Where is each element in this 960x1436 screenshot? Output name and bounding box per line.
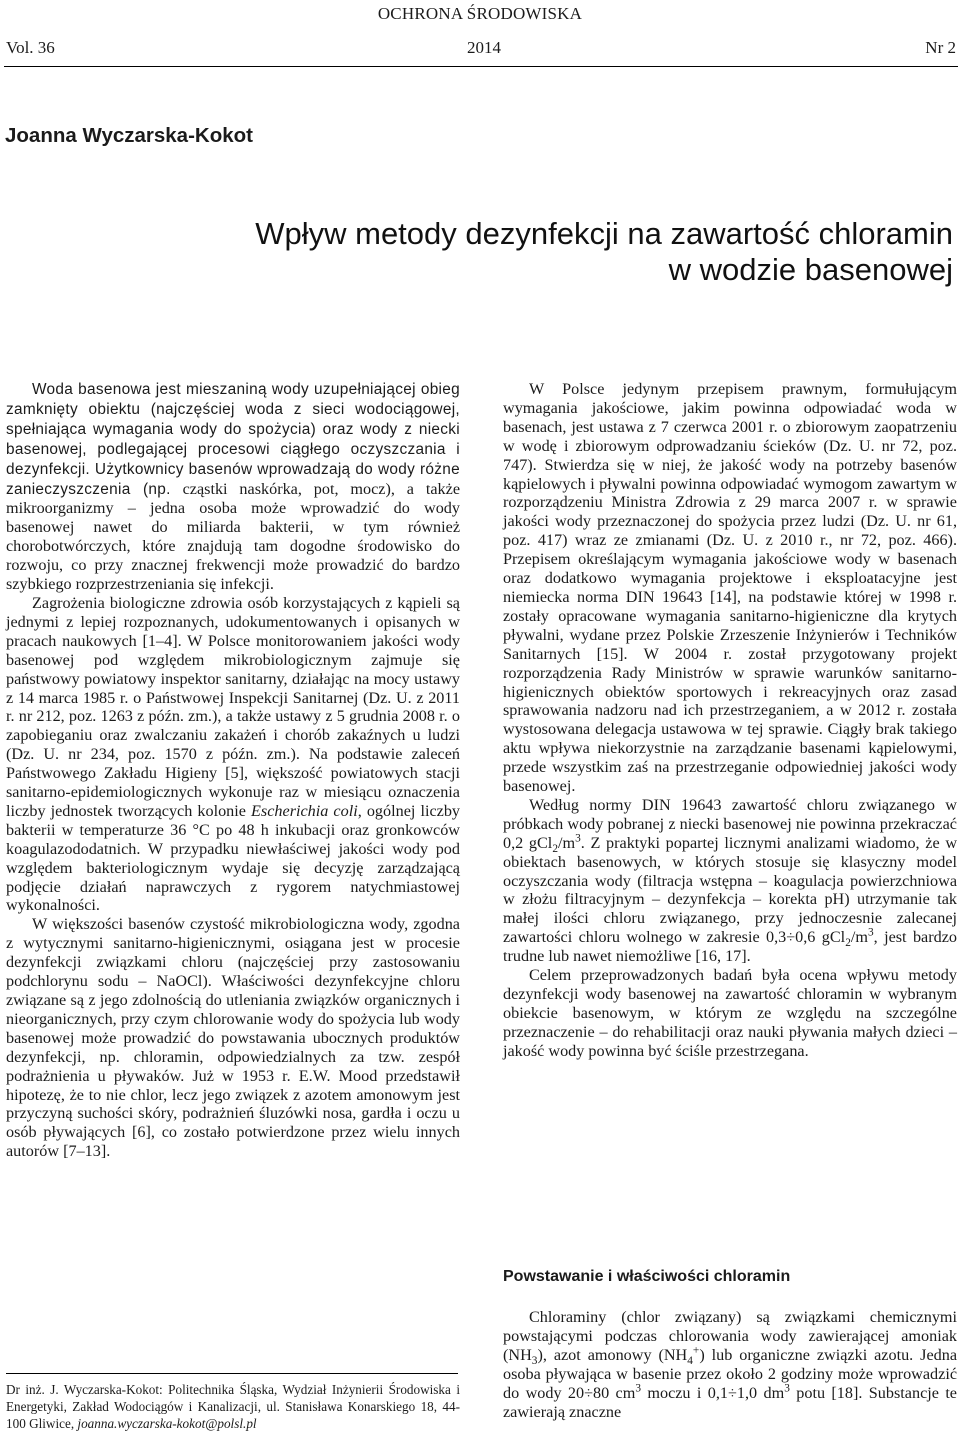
section-body	[503, 1308, 957, 1421]
paragraph-text: , jest bardzo trudne lub nawet niemożliwe [16, 17].	[503, 928, 957, 966]
paragraph-text: ), azot amonowy (NH	[537, 1345, 688, 1364]
subscript: 2	[845, 937, 851, 950]
paragraph-text: /m	[850, 928, 868, 947]
paragraph-text: Zagrożenia biologiczne zdrowia osób korzystających z kąpieli są jednymi z lepiej rozpoznanych, udokumentowanych i opisanych w pracach naukowych [1–4]. W Polsce monitorowaniem jakości wody basenowej pod względem mikrobiologicznym zajmuje się państwowy powiatowy inspektor sanitarny, działając na mocy ustawy z 14 marca 1985 r. o Państwowej Inspekcji Sanitarnej (Dz. U. z 2011 r. nr 212, poz. 1263 z późn. zm.), a także ustawy z 5 grudnia 2008 r. o zapobieganiu oraz zwalczaniu zakażeń i chorób zakaźnych u ludzi (Dz. U. nr 234, poz. 1570 z późn. zm.). Na podstawie zaleceń Państwowego Zakładu Higieny [5], większość powiatowych stacji sanitarno-epidemiologicznych wykonuje raz w miesiącu oznaczenia liczby jednostek tworzących kolonie	[6, 593, 460, 820]
paragraph	[503, 796, 957, 966]
paragraph-text: , ogólnej liczby bakterii w temperaturze 36 °C po 48 h inkubacji oraz gronkowców koagulazododatnich. W przypadku niewłaściwej jakości wody pod względem bakteriologicznym wydaje się decyzję zarządzającą podjęcie działań naprawczych z rygorem natychmiastowej wykonalności.	[6, 801, 461, 915]
paragraph	[6, 594, 460, 915]
author-affiliation-footnote	[6, 1381, 460, 1432]
superscript: 3	[575, 832, 581, 845]
paragraph-text: moczu i 0,1÷1,0 dm	[641, 1383, 785, 1402]
species-name: Escherichia coli	[251, 801, 358, 820]
paragraph: W Polsce jedynym przepisem prawnym, formułującym wymagania jakościowe, jakim powinna odpowiadać woda w basenach, jest ustawa z 7 czerwca 2001 r. o zbiorowym zaopatrzeniu w wodę i zbiorowym odprowadzaniu ścieków (Dz. U. nr 72, poz. 747). Stwierdza się w niej, że jakość wody na potrzeby basenów kąpielowych i pływalni powinna odpowiadać wymogom zawartym w rozporządzeniu Ministra Zdrowia z 29 marca 2007 r. w sprawie jakości wody przeznaczonej do spożycia przez ludzi (Dz. U. nr 61, poz. 417) wraz ze zmianami (Dz. U. z 2010 r., nr 72, poz. 466). Przepisem określającym wymagania jakościowe wody w basenach oraz dodatkowo wymagania projektowe i eksploatacyjne jest niemiecka norma DIN 19643 [14], na podstawie której w 1998 r. zostały opracowane wymagania sanitarno-higieniczne dla krytych pływalni, wydane przez Polskie Zrzeszenie Inżynierów i Techników Sanitarnych [15]. W 2004 r. został przygotowany projekt rozporządzenia Rady Ministrów w sprawie warunków sanitarno-higienicznych obiektów sportowych i rekreacyjnych oraz zasad sprawowania nadzoru nad ich przestrzeganiem, a w 2012 r. została wystosowana delegacja ustawowa w tej sprawie. Ciągły brak takiego aktu wpływa niekorzystnie na zarządzanie basenami kąpielowymi, przede wszystkim zaś na przestrzeganie odpowiedniej jakości wody basenowej.	[503, 380, 957, 796]
superscript: 3	[867, 926, 874, 939]
superscript: 3	[784, 1382, 790, 1395]
issue-meta	[6, 38, 956, 60]
article-title	[53, 216, 953, 288]
title-line-2: w wodzie basenowej	[668, 252, 953, 287]
author-email: joanna.wyczarska-kokot@polsl.pl	[77, 1416, 257, 1431]
paragraph-continuation: cząstki naskórka, pot, mocz), a także mikroorganizmy – jedna osoba może wprowadzić do wody basenowej nawet do miliarda bakterii, w tym również chorobotwórczych, które znajdują tam dogodne środowisko do rozwoju, co przy znacznej frekwencji może prowadzić do bardzo szybkiego rozprzestrzeniania się infekcji.	[6, 479, 461, 594]
subscript: 3	[531, 1355, 538, 1368]
right-column	[503, 380, 957, 1061]
paragraph: Celem przeprowadzonych badań była ocena wpływu metody dezynfekcji wody basenowej na zawartość chloramin w wybranym obiekcie basenowym, w którym ze względu na szczególne przeznaczenie – do rehabilitacji oraz nauki pływania małych dzieci – jakość wody powinna być ściśle przestrzegana.	[503, 966, 957, 1060]
paragraph-text: potu [18]. Substancje te zawierają znaczne	[503, 1383, 957, 1421]
subscript: 2	[552, 842, 558, 855]
volume-label: Vol. 36	[6, 38, 55, 57]
paragraph: W większości basenów czystość mikrobiologiczna wody, zgodna z wytycznymi sanitarno-higienicznymi, osiągana jest w procesie dezynfekcji związkami chloru (najczęściej przy zastosowaniu podchlorynu sodu – NaOCl). Właściwości dezynfekcyjne chloru związane są z jego zdolnością do utleniania związków organicznych i nieorganicznych, przy czym chlorowanie wody do spożycia lub wody basenowej może prowadzić do powstawania ubocznych produktów dezynfekcji, np. chloramin, odpowiedzialnych za tzw. zespół podrażnienia u pływaków. Już w 1953 r. E.W. Mood przedstawił hipotezę, że to nie chlor, lecz jego związek z azotem amonowym jest przyczyną suchości skóry, podrażnień śluzówki nosa, gardła i oczu u osób pływających [6], co zostało potwierdzone przez wielu innych autorów [7–13].	[6, 915, 460, 1161]
left-column	[6, 380, 460, 1161]
subscript: 4	[687, 1355, 693, 1368]
journal-name: OCHRONA ŚRODOWISKA	[377, 4, 583, 23]
superscript: +	[692, 1344, 700, 1357]
title-line-1: Wpływ metody dezynfekcji na zawartość chloramin	[255, 216, 953, 251]
year-label: 2014	[467, 38, 501, 57]
abstract-text: Woda basenowa jest mieszaniną wody uzupełniającej obieg zamknięty obiektu (najczęściej woda z sieci wodociągowej, spełniająca wymagania wody do spożycia) oraz wody z niecki basenowej, podlegającej procesowi ciągłego oczyszczania i dezynfekcji. Użytkownicy basenów wprowadzają do wody różne zanieczyszczenia (np.	[6, 381, 460, 498]
paragraph-text: ) lub organiczne związki azotu. Jedna osoba pływająca w basenie przez około 2 godziny może wprowadzić do wody 20÷80 cm	[503, 1345, 958, 1402]
paragraph-text: Chloraminy (chlor związany) są związkami chemicznymi powstającymi podczas chlorowania wody zawierającej amoniak (NH	[503, 1308, 957, 1364]
paragraph-text: /m	[557, 833, 576, 852]
affiliation-text: Dr inż. J. Wyczarska-Kokot: Politechnika Śląska, Wydział Inżynierii Środowiska i Energetyki, Zakład Wodociągów i Kanalizacji, ul. Stanisława Konarskiego 18, 44-100 Gliwice,	[6, 1382, 460, 1431]
header-rule	[4, 66, 958, 67]
superscript: 3	[635, 1382, 641, 1395]
section-heading: Powstawanie i właściwości chloramin	[503, 1268, 791, 1285]
author-name: Joanna Wyczarska-Kokot	[5, 124, 253, 147]
abstract-paragraph	[6, 380, 460, 594]
paragraph-text: Według normy DIN 19643 zawartość chloru związanego w próbkach wody pobranej z niecki basenowej nie powinna przekraczać 0,2 gCl	[503, 795, 957, 852]
issue-number: Nr 2	[925, 38, 956, 57]
paragraph-text: . Z praktyki popartej licznymi analizami wiadomo, że w obiektach basenowych, w których stosuje się klasyczny model oczyszczania wody (filtracja wstępna – koagulacja powierzchniowa w złożu filtracyjnym – dezynfekcja – korekta pH) utrzymanie tak małej ilości chloru związanego, przy jednoczesnie zalecanej zawartości chloru wolnego w zakresie 0,3÷0,6 gCl	[503, 833, 958, 947]
paragraph	[503, 1308, 957, 1421]
footnote-rule	[6, 1373, 458, 1374]
